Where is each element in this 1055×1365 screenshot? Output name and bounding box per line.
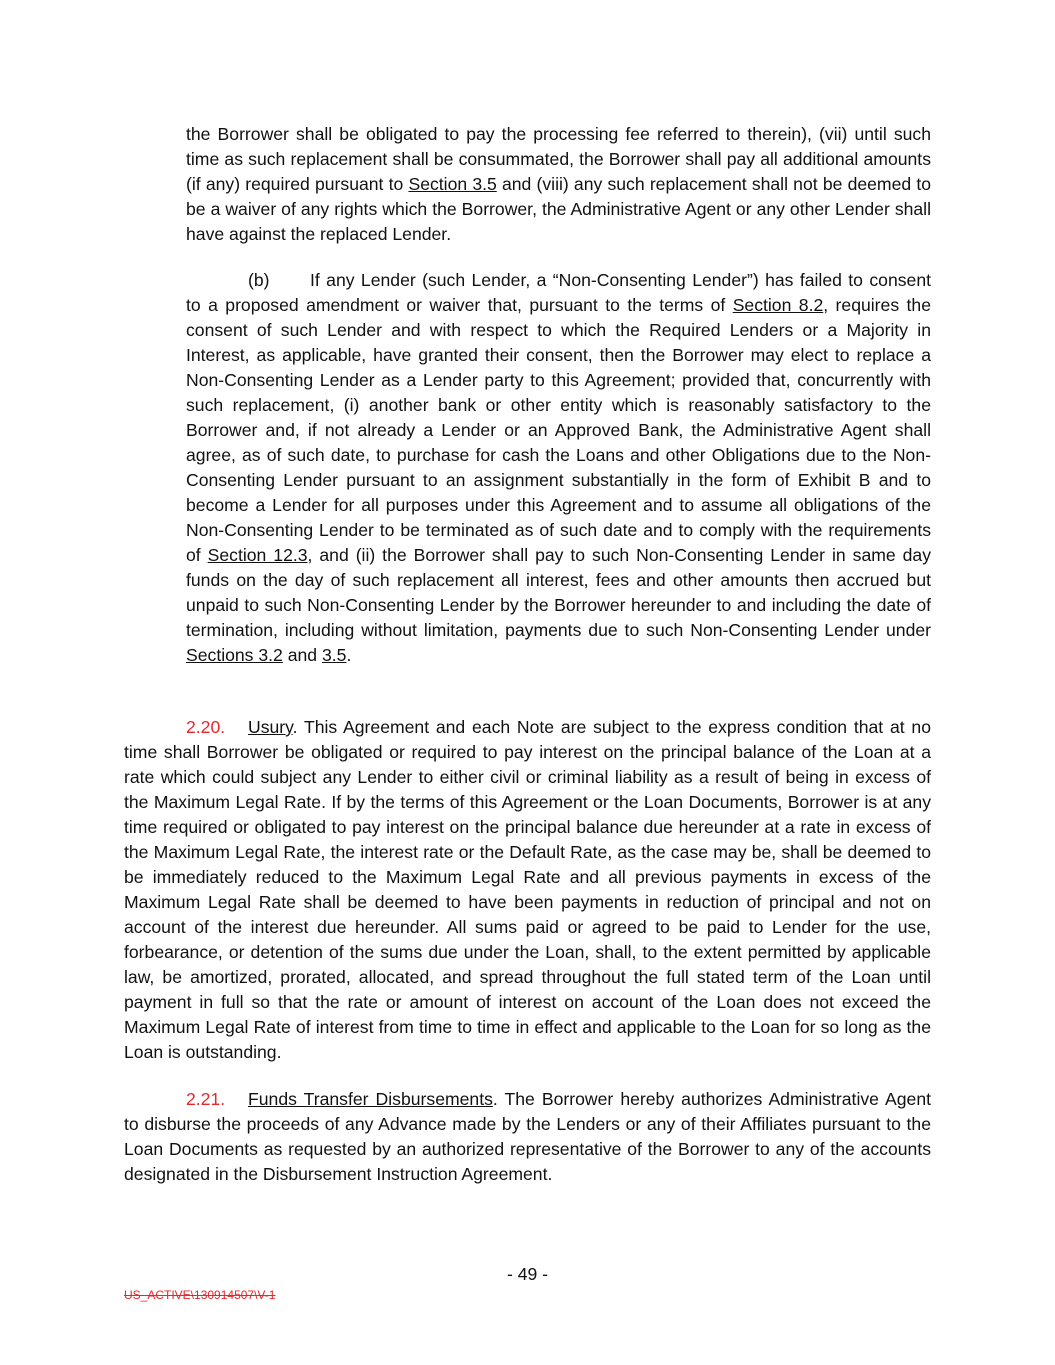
section-reference: Section 8.2 [732,295,824,315]
clause-b-text-4: and [282,645,322,665]
section-2-20-paragraph [124,715,931,1065]
continuation-text-2: and (viii) any such replacement shall not be deemed to be a waiver of any rights which the Borrower, the Administrative Agent or any other Lender shall have against the replaced Lender. [186,174,931,244]
section-reference: Sections 3.2 [186,645,283,665]
clause-b-text-1: If any Lender (such Lender, a “Non-Consenting Lender”) has failed to consent to a proposed amendment or waiver that, pursuant to the terms of [186,270,931,315]
section-reference: Section 3.5 [408,174,497,194]
continuation-text-1: the Borrower shall be obligated to pay the processing fee referred to therein), (vii) until such time as such replacement shall be consummated, the Borrower shall pay all additional amounts (if any) required pursuant to [186,124,931,194]
clause-label: (b) [248,270,270,290]
clause-b-text-2: , requires the consent of such Lender and with respect to which the Required Lenders or a Majority in Interest, as applicable, have granted their consent, then the Borrower may elect to replace a Non-Consenting Lender as a Lender party to this Agreement; provided that, concurrently with such replacement, (i) another bank or other entity which is reasonably satisfactory to the Borrower and, if not already a Lender or an Approved Bank, the Administrative Agent shall agree, as of such date, to purchase for cash the Loans and other Obligations due to the Non-Consenting Lender pursuant to an assignment substantially in the form of Exhibit B and to become a Lender for all purposes under this Agreement and to assume all obligations of the Non-Consenting Lender to be terminated as of such date and to comply with the requirements of [186,295,931,565]
section-heading: Funds Transfer Disbursements [248,1089,493,1109]
section-reference: 3.5 [321,645,347,665]
page-number: - 49 - [506,1264,549,1284]
section-number: 2.20. [186,717,226,737]
clause-b-text-5: . [346,645,352,665]
section-2-21-paragraph [124,1087,931,1187]
continuation-paragraph [186,122,931,247]
section-body: . The Borrower hereby authorizes Administrative Agent to disburse the proceeds of any Advance made by the Lenders or any of their Affiliates pursuant to the Loan Documents as requested by an authorized representative of the Borrower to any of the accounts designated in the Disbursement Instruction Agreement. [124,1089,931,1184]
section-number: 2.21. [186,1089,226,1109]
section-body: . This Agreement and each Note are subject to the express condition that at no time shall Borrower be obligated or required to pay interest on the principal balance of the Loan at a rate which could subject any Lender to either civil or criminal liability as a result of being in excess of the Maximum Legal Rate. If by the terms of this Agreement or the Loan Documents, Borrower is at any time required or obligated to pay interest on the principal balance due hereunder at a rate in excess of the Maximum Legal Rate, the interest rate or the Default Rate, as the case may be, shall be deemed to be immediately reduced to the Maximum Legal Rate and all previous payments in excess of the Maximum Legal Rate shall be deemed to have been payments in reduction of principal and not on account of the interest due hereunder. All sums paid or agreed to be paid to Lender for the use, forbearance, or detention of the sums due under the Loan, shall, to the extent permitted by applicable law, be amortized, prorated, allocated, and spread throughout the full stated term of the Loan until payment in full so that the rate or amount of interest on account of the Loan does not exceed the Maximum Legal Rate of interest from time to time in effect and applicable to the Loan for so long as the Loan is outstanding. [124,717,931,1062]
clause-b-paragraph [186,268,931,668]
clause-b-text-3: , and (ii) the Borrower shall pay to such Non-Consenting Lender in same day funds on the day of such replacement all interest, fees and other amounts then accrued but unpaid to such Non-Consenting Lender by the Borrower hereunder to and including the date of termination, including without limitation, payments due to such Non-Consenting Lender under [186,545,931,640]
document-id: US_ACTIVE\130914507\V-1 [124,1288,276,1302]
section-reference: Section 12.3 [207,545,308,565]
section-heading: Usury [248,717,293,737]
